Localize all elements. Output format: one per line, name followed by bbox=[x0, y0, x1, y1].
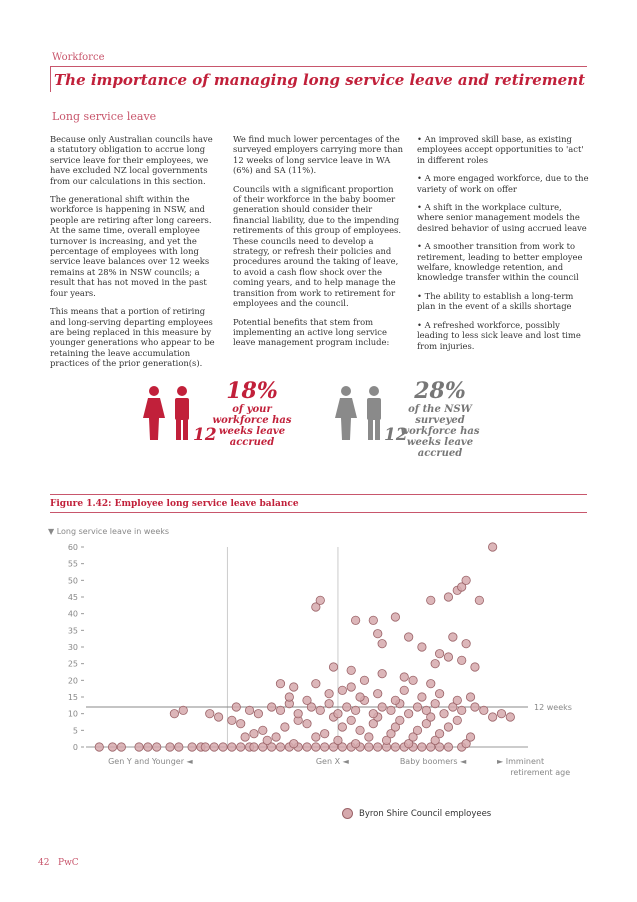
data-point bbox=[347, 716, 355, 724]
data-point bbox=[303, 696, 311, 704]
legend-marker bbox=[342, 808, 353, 819]
data-point bbox=[153, 743, 161, 751]
data-point bbox=[409, 676, 417, 684]
data-point bbox=[166, 743, 174, 751]
y-tick-label: 35 bbox=[67, 626, 78, 636]
data-point bbox=[108, 743, 116, 751]
data-point bbox=[351, 616, 359, 624]
bullet-item: • An improved skill base, as existing employees accept opportunities to 'act' in different roles bbox=[417, 134, 584, 165]
bullet-item: • A smoother transition from work to retirement, leading to better employee welfare, knowledge retention, and knowledge transfer within the council bbox=[417, 241, 583, 283]
data-point bbox=[444, 743, 452, 751]
paragraph: Because only Australian councils have a statutory obligation to accrue long service leave for their employees, we have excluded NZ local governments from our calculations in this section. bbox=[50, 134, 213, 186]
data-point bbox=[237, 743, 245, 751]
data-point bbox=[281, 723, 289, 731]
data-point bbox=[343, 703, 351, 711]
data-point bbox=[276, 679, 284, 687]
data-point bbox=[427, 596, 435, 604]
data-point bbox=[356, 693, 364, 701]
stat-left-line3: weeks leave bbox=[218, 426, 286, 437]
footer-brand: PwC bbox=[58, 858, 79, 868]
stat-right-number: 12 bbox=[384, 425, 408, 445]
data-point bbox=[320, 743, 328, 751]
data-point bbox=[263, 736, 271, 744]
paragraph: Potential benefits that stem from implementing an active long service leave management program include: bbox=[233, 316, 390, 348]
data-point bbox=[365, 743, 373, 751]
stat-left bbox=[212, 378, 292, 448]
y-tick-label: 0 bbox=[72, 743, 78, 752]
data-point bbox=[413, 703, 421, 711]
data-point bbox=[378, 669, 386, 677]
data-point bbox=[276, 743, 284, 751]
stat-right-line2: workforce has bbox=[400, 426, 480, 437]
data-point bbox=[334, 736, 342, 744]
data-point bbox=[413, 726, 421, 734]
data-point bbox=[431, 659, 439, 667]
data-point bbox=[391, 613, 399, 621]
y-tick-label: 30 bbox=[67, 643, 78, 652]
stat-right-line3: weeks leave bbox=[406, 437, 474, 448]
data-point bbox=[449, 633, 457, 641]
stat-right-percent: 28% bbox=[414, 378, 466, 404]
chart-legend bbox=[342, 808, 491, 819]
data-point bbox=[422, 706, 430, 714]
bullet-item: • A more engaged workforce, due to the variety of work on offer bbox=[417, 173, 589, 194]
data-point bbox=[219, 743, 227, 751]
data-point bbox=[276, 706, 284, 714]
data-point bbox=[95, 743, 103, 751]
data-point bbox=[329, 663, 337, 671]
header-rule-left bbox=[50, 66, 51, 92]
section-tag: Workforce bbox=[52, 52, 105, 63]
data-point bbox=[254, 709, 262, 717]
data-point bbox=[374, 629, 382, 637]
paragraph: This means that a portion of retiring and long-serving departing employees are being replaced in this measure by younger generations who appear to be retaining the leave accumulation practices of the prior generation(s). bbox=[50, 306, 215, 369]
subheading: Long service leave bbox=[52, 110, 157, 123]
data-point bbox=[391, 696, 399, 704]
data-point bbox=[462, 576, 470, 584]
bullet-item: • The ability to establish a long-term plan in the event of a skills shortage bbox=[417, 290, 574, 312]
x-axis-label: Baby boomers ◄ bbox=[399, 757, 467, 766]
scatter-chart bbox=[40, 520, 600, 780]
figure-title: Figure 1.42: Employee long service leave balance bbox=[50, 499, 299, 509]
y-tick-label: 5 bbox=[72, 726, 78, 736]
data-point bbox=[201, 743, 209, 751]
data-point bbox=[334, 709, 342, 717]
paragraph: Councils with a significant proportion of their workforce in the baby boomer generation should consider their financial liability, due to the impending retirements of this group of employees. These councils need to develop a strategy, or refresh their policies and procedures around the taking of leave, to avoid a cash flow shock over the coming years, and to help manage the transition from work to retirement for employees and the council. bbox=[233, 183, 401, 309]
data-point bbox=[117, 743, 125, 751]
data-point bbox=[303, 719, 311, 727]
header-rule bbox=[50, 66, 587, 67]
data-point bbox=[466, 733, 474, 741]
data-point bbox=[232, 703, 240, 711]
data-point bbox=[338, 686, 346, 694]
data-point bbox=[347, 666, 355, 674]
data-point bbox=[506, 713, 514, 721]
data-point bbox=[338, 723, 346, 731]
page-title: The importance of managing long service leave and retirement bbox=[54, 71, 586, 89]
bullet-item: • A shift in the workplace culture, where senior management models the desired behavior of using accrued leave bbox=[417, 202, 587, 233]
data-point bbox=[135, 743, 143, 751]
stat-left-line1: of your bbox=[232, 404, 272, 415]
data-point bbox=[320, 729, 328, 737]
bullet-item: • A refreshed workforce, possibly leading to less sick leave and lost time from injuries. bbox=[417, 319, 581, 351]
stat-left-line2: workforce has bbox=[212, 415, 292, 426]
data-point bbox=[250, 729, 258, 737]
data-point bbox=[400, 686, 408, 694]
data-point bbox=[475, 596, 483, 604]
data-point bbox=[303, 743, 311, 751]
data-point bbox=[387, 706, 395, 714]
data-point bbox=[369, 709, 377, 717]
x-axis-label: Gen X ◄ bbox=[315, 757, 349, 766]
paragraph: We find much lower percentages of the surveyed employers carrying more than 12 weeks of long service leave in WA (6%) and SA (11%). bbox=[233, 134, 403, 176]
stat-left-number: 12 bbox=[193, 425, 217, 445]
data-point bbox=[272, 733, 280, 741]
figure-rule-bottom bbox=[50, 512, 587, 513]
data-point bbox=[210, 743, 218, 751]
data-point bbox=[245, 706, 253, 714]
data-point bbox=[214, 713, 222, 721]
data-point bbox=[347, 683, 355, 691]
y-tick-label: 25 bbox=[67, 659, 78, 669]
data-point bbox=[440, 709, 448, 717]
paragraph: The generational shift within the workforce is happening in NSW, and people are retiring after long careers. At the same time, overall employee turnover is increasing, and yet the percentage of employees with long service leave balances over 12 weeks remains at 28% in NSW councils; a result that has not moved in the past four years. bbox=[50, 194, 212, 298]
data-point bbox=[480, 706, 488, 714]
data-point bbox=[259, 726, 267, 734]
data-point bbox=[179, 706, 187, 714]
y-axis-label: ▼ Long service leave in weeks bbox=[48, 527, 170, 536]
text-column-1 bbox=[50, 134, 220, 377]
data-point bbox=[471, 663, 479, 671]
y-tick-label: 45 bbox=[67, 593, 78, 602]
text-column-3 bbox=[417, 134, 589, 359]
page-footer bbox=[38, 858, 79, 868]
stat-left-line4: accrued bbox=[229, 437, 275, 448]
y-tick-label: 10 bbox=[67, 709, 78, 719]
data-point bbox=[312, 743, 320, 751]
data-point bbox=[471, 703, 479, 711]
data-point bbox=[391, 743, 399, 751]
y-tick-label: 40 bbox=[67, 609, 78, 619]
data-point bbox=[458, 656, 466, 664]
data-point bbox=[285, 693, 293, 701]
data-point bbox=[325, 689, 333, 697]
data-point bbox=[404, 633, 412, 641]
data-point bbox=[418, 743, 426, 751]
x-axis-label: ► Imminent bbox=[497, 757, 545, 766]
data-point bbox=[453, 716, 461, 724]
x-axis-label: retirement age bbox=[510, 768, 571, 777]
data-point bbox=[418, 693, 426, 701]
stat-left-percent: 18% bbox=[226, 378, 278, 404]
data-point bbox=[431, 699, 439, 707]
data-point bbox=[356, 726, 364, 734]
legend-label: Byron Shire Council employees bbox=[359, 808, 492, 819]
data-point bbox=[351, 739, 359, 747]
data-point bbox=[497, 709, 505, 717]
y-tick-label: 15 bbox=[67, 693, 78, 702]
data-point bbox=[435, 729, 443, 737]
data-point bbox=[144, 743, 152, 751]
y-tick-label: 20 bbox=[67, 676, 78, 686]
data-point bbox=[312, 679, 320, 687]
people-icon-red bbox=[140, 385, 200, 441]
stat-right bbox=[385, 378, 495, 459]
data-point bbox=[175, 743, 183, 751]
data-point bbox=[365, 733, 373, 741]
data-point bbox=[267, 703, 275, 711]
data-point bbox=[316, 706, 324, 714]
data-point bbox=[374, 743, 382, 751]
data-point bbox=[170, 709, 178, 717]
data-point bbox=[444, 593, 452, 601]
data-point bbox=[458, 706, 466, 714]
y-tick-label: 50 bbox=[67, 576, 78, 586]
people-icon-grey bbox=[332, 385, 392, 441]
data-point bbox=[237, 719, 245, 727]
data-point bbox=[188, 743, 196, 751]
data-point bbox=[351, 706, 359, 714]
data-point bbox=[418, 643, 426, 651]
data-point bbox=[325, 699, 333, 707]
x-axis-label: Gen Y and Younger ◄ bbox=[108, 757, 193, 766]
data-point bbox=[404, 709, 412, 717]
data-point bbox=[360, 676, 368, 684]
data-point bbox=[290, 683, 298, 691]
data-point bbox=[312, 733, 320, 741]
stat-right-line1: of the NSW surveyed bbox=[408, 404, 472, 426]
data-point bbox=[462, 639, 470, 647]
y-tick-label: 60 bbox=[67, 543, 78, 552]
data-point bbox=[435, 649, 443, 657]
data-point bbox=[488, 543, 496, 551]
data-point bbox=[444, 653, 452, 661]
data-point bbox=[396, 716, 404, 724]
data-point bbox=[228, 716, 236, 724]
data-point bbox=[378, 639, 386, 647]
data-point bbox=[435, 689, 443, 697]
page-number: 42 bbox=[38, 858, 50, 868]
data-point bbox=[378, 703, 386, 711]
data-point bbox=[374, 689, 382, 697]
data-point bbox=[453, 696, 461, 704]
data-point bbox=[466, 693, 474, 701]
data-point bbox=[444, 723, 452, 731]
data-point bbox=[228, 743, 236, 751]
text-column-2 bbox=[233, 134, 403, 356]
data-point bbox=[400, 673, 408, 681]
figure-rule-top bbox=[50, 494, 587, 495]
data-point bbox=[290, 739, 298, 747]
data-point bbox=[316, 596, 324, 604]
reference-line-label: 12 weeks bbox=[534, 703, 572, 712]
stat-right-line4: accrued bbox=[417, 448, 463, 459]
data-point bbox=[206, 709, 214, 717]
data-point bbox=[369, 616, 377, 624]
data-point bbox=[488, 713, 496, 721]
data-point bbox=[241, 733, 249, 741]
data-point bbox=[250, 743, 258, 751]
data-point bbox=[427, 679, 435, 687]
y-tick-label: 55 bbox=[67, 559, 78, 569]
data-point bbox=[294, 709, 302, 717]
